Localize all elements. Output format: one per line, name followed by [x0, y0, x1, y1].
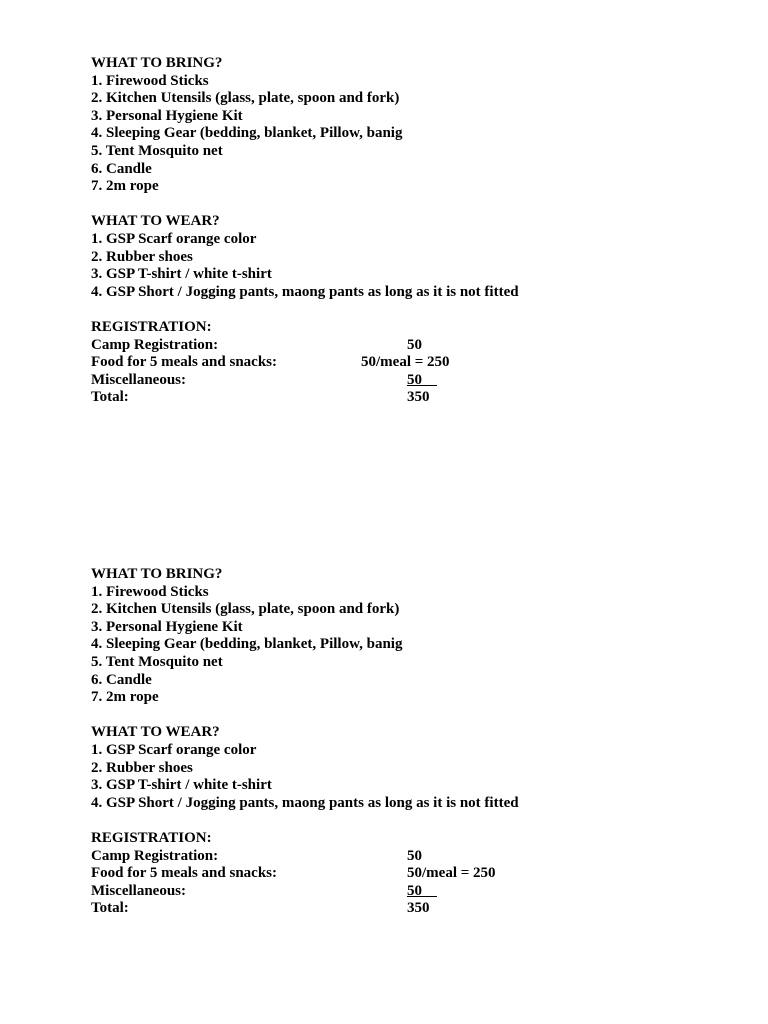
bring-item: 3. Personal Hygiene Kit — [91, 107, 243, 124]
registration-label: Food for 5 meals and snacks: — [91, 865, 277, 882]
spacer — [91, 301, 519, 319]
wear-item: 4. GSP Short / Jogging pants, maong pants as long as it is not fitted — [91, 283, 519, 300]
registration-row — [91, 337, 519, 355]
wear-item: 4. GSP Short / Jogging pants, maong pants as long as it is not fitted — [91, 794, 519, 811]
bring-item: 5. Tent Mosquito net — [91, 653, 223, 670]
registration-value: 50 — [407, 847, 422, 864]
bring-item: 2. Kitchen Utensils (glass, plate, spoon and fork) — [91, 90, 400, 107]
wear-item: 3. GSP T-shirt / white t-shirt — [91, 777, 272, 794]
wear-heading: WHAT TO WEAR? — [91, 724, 220, 741]
info-block-1 — [91, 55, 519, 407]
bring-item: 4. Sleeping Gear (bedding, blanket, Pillow, banig — [91, 125, 403, 142]
wear-item: 3. GSP T-shirt / white t-shirt — [91, 266, 272, 283]
registration-heading: REGISTRATION: — [91, 318, 212, 335]
registration-value: 50/meal = 250 — [361, 354, 450, 371]
wear-item: 1. GSP Scarf orange color — [91, 230, 257, 247]
bring-item: 2. Kitchen Utensils (glass, plate, spoon and fork) — [91, 601, 400, 618]
bring-item: 7. 2m rope — [91, 689, 159, 706]
bring-heading: WHAT TO BRING? — [91, 566, 223, 582]
bring-item: 5. Tent Mosquito net — [91, 142, 223, 159]
registration-value: 50 — [407, 882, 437, 899]
registration-row — [91, 389, 519, 407]
registration-value: 50 — [407, 336, 422, 353]
spacer — [91, 196, 519, 214]
registration-heading: REGISTRATION: — [91, 829, 212, 846]
registration-total-value: 350 — [407, 900, 430, 917]
registration-value: 50 — [407, 371, 437, 388]
wear-heading: WHAT TO WEAR? — [91, 213, 220, 230]
spacer — [91, 812, 519, 830]
registration-row — [91, 883, 519, 901]
wear-item: 2. Rubber shoes — [91, 248, 193, 265]
registration-label: Food for 5 meals and snacks: — [91, 354, 277, 371]
registration-row — [91, 354, 519, 372]
bring-item: 1. Firewood Sticks — [91, 583, 209, 600]
bring-item: 7. 2m rope — [91, 178, 159, 195]
wear-item: 2. Rubber shoes — [91, 759, 193, 776]
registration-row — [91, 900, 519, 918]
bring-item: 3. Personal Hygiene Kit — [91, 618, 243, 635]
registration-label: Miscellaneous: — [91, 371, 186, 388]
registration-label: Total: — [91, 389, 129, 406]
registration-row — [91, 865, 519, 883]
bring-item: 6. Candle — [91, 160, 152, 177]
bring-item: 1. Firewood Sticks — [91, 72, 209, 89]
registration-row — [91, 372, 519, 390]
bring-heading: WHAT TO BRING? — [91, 55, 223, 71]
registration-label: Miscellaneous: — [91, 882, 186, 899]
registration-total-value: 350 — [407, 389, 430, 406]
registration-row — [91, 848, 519, 866]
bring-item: 6. Candle — [91, 671, 152, 688]
registration-label: Camp Registration: — [91, 847, 219, 864]
info-block-2 — [91, 566, 519, 918]
registration-value: 50/meal = 250 — [407, 865, 496, 882]
registration-label: Total: — [91, 900, 129, 917]
wear-item: 1. GSP Scarf orange color — [91, 741, 257, 758]
registration-label: Camp Registration: — [91, 336, 219, 353]
bring-item: 4. Sleeping Gear (bedding, blanket, Pillow, banig — [91, 636, 403, 653]
spacer — [91, 707, 519, 725]
